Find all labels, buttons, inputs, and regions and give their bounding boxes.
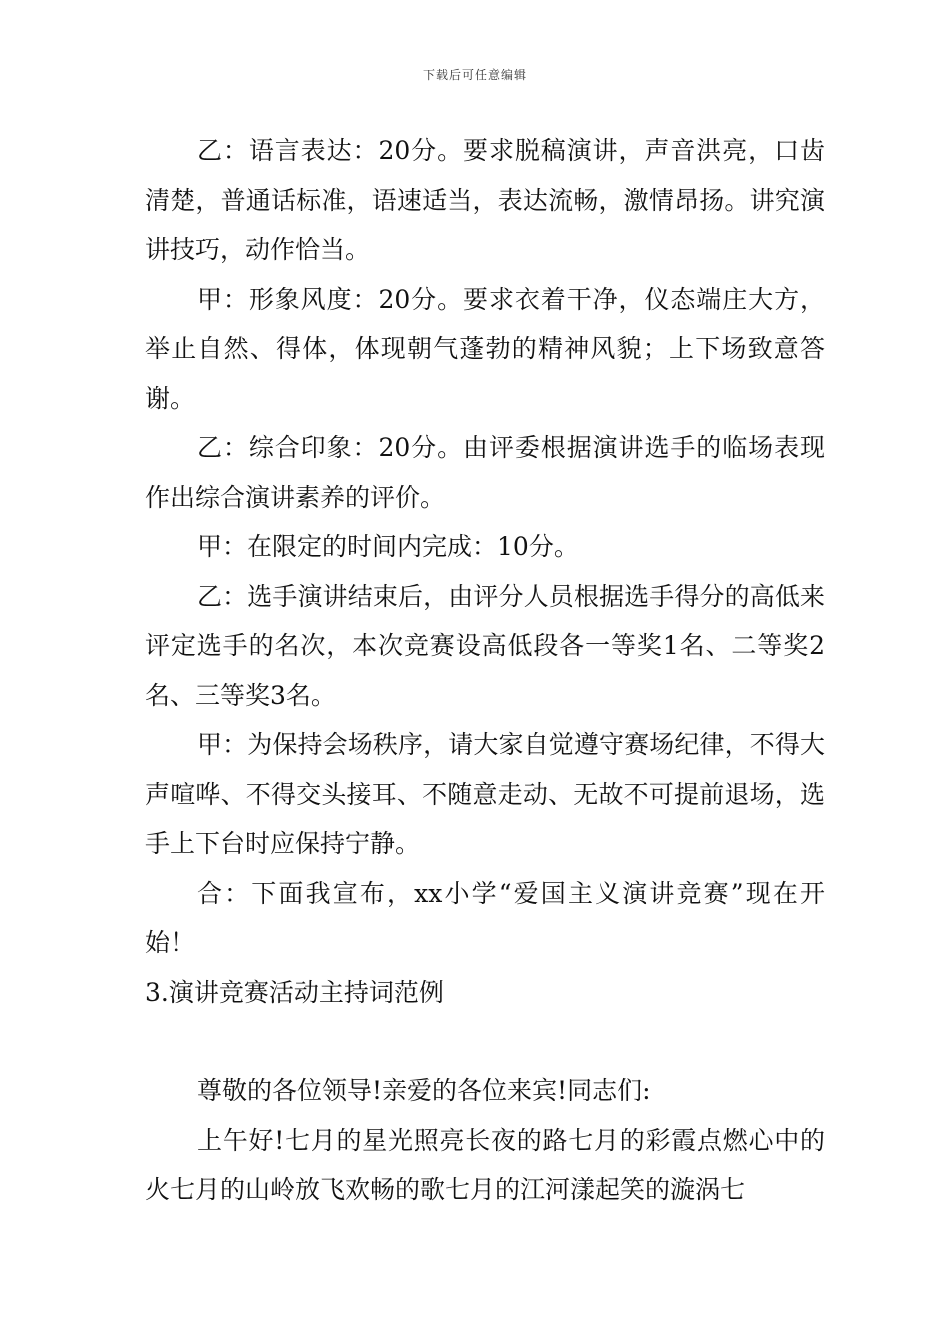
paragraph-venue-discipline: 甲：为保持会场秩序，请大家自觉遵守赛场纪律，不得大声喧哗、不得交头接耳、不随意走动、无故不可提前退场，选手上下台时应保持宁静。 [145, 730, 825, 858]
paragraph-judging-language: 乙：语言表达：20分。要求脱稿演讲，声音洪亮，口齿清楚，普通话标准，语速适当，表达流畅，激情昂扬。讲究演讲技巧，动作恰当。 [145, 136, 825, 264]
page-header: 下载后可任意编辑 [422, 68, 527, 82]
paragraph-judging-time: 甲：在限定的时间内完成：10分。 [197, 532, 579, 561]
paragraph-opening-announcement: 合：下面我宣布，xx小学“爱国主义演讲竞赛”现在开始！ [145, 878, 825, 957]
paragraph-judging-appearance: 甲：形象风度：20分。要求衣着干净，仪态端庄大方，举止自然、得体，体现朝气蓬勃的精神风貌；上下场致意答谢。 [145, 284, 825, 413]
document-body [145, 126, 825, 1215]
paragraph-greeting: 尊敬的各位领导!亲爱的各位来宾!同志们: [197, 1076, 651, 1105]
paragraph-judging-impression: 乙：综合印象：20分。由评委根据演讲选手的临场表现作出综合演讲素养的评价。 [145, 433, 825, 512]
paragraph-ranking-rules: 乙：选手演讲结束后，由评分人员根据选手得分的高低来评定选手的名次，本次竞赛设高低段各一等奖1名、二等奖2名、三等奖3名。 [145, 581, 825, 710]
section-heading: 3.演讲竞赛活动主持词范例 [145, 977, 444, 1007]
section-spacer [145, 1017, 825, 1066]
paragraph-opening-speech: 上午好!七月的星光照亮长夜的路七月的彩霞点燃心中的火七月的山岭放飞欢畅的歌七月的江河漾起笑的漩涡七 [145, 1125, 825, 1204]
